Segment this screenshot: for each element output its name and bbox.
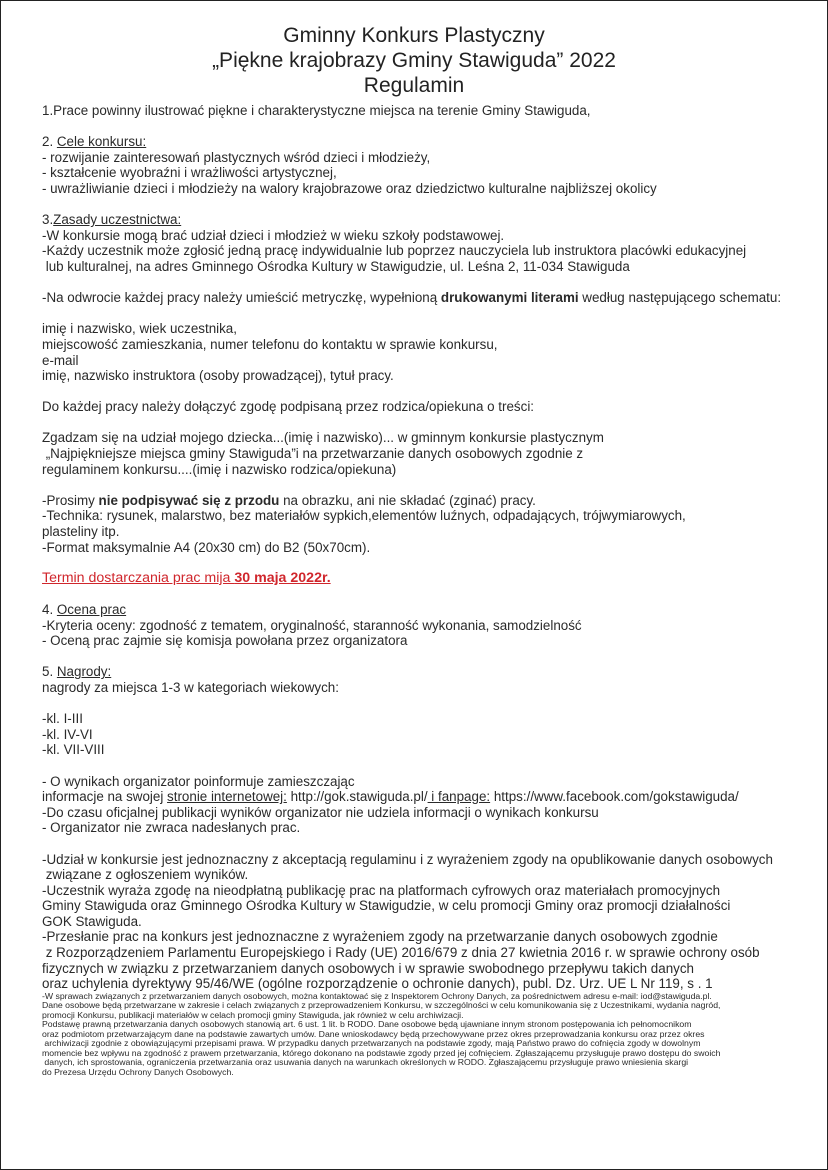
schema-line: miejscowość zamieszkania, numer telefonu do kontaktu w sprawie konkursu, [42, 336, 498, 352]
fine-print-line: danych, ich sprostowania, ograniczenia przetwarzania oraz usuwania danych na warunkach określonych w RODO. Zgłaszającemu przysługuje prawo wniesienia skargi [42, 1057, 689, 1068]
section-number: 5. [42, 664, 57, 680]
section-title: Ocena prac [56, 602, 127, 617]
legal-line: -Udział w konkursie jest jednoznaczny z akceptacją regulaminu i z wyrażeniem zgody na opublikowanie danych osobowych [42, 851, 773, 867]
fine-print-line: momencie bez wpływu na zgodność z prawem przetwarzania, którego dokonano na podstawie zgody przed jej cofnięciem. Zgłaszającemu przysługuje prawo dostępu do swoich [42, 1047, 721, 1058]
legal-line: -Uczestnik wyraża zgodę na nieodpłatną publikację prac na platformach cyfrowych oraz materiałach promocyjnych [42, 882, 721, 898]
metryczka-instruction [42, 290, 818, 306]
age-category: -kl. I-III [42, 711, 83, 727]
legal-line: z Rozporządzeniem Parlamentu Europejskiego i Rady (UE) 2016/679 z dnia 27 kwietnia 2016 r. w sprawie ochrony osób [42, 945, 760, 961]
legal-line: Gminy Stawiguda oraz Gminnego Ośrodka Kultury w Stawigudzie, w celu promocji Gminy oraz promocji działalności [42, 898, 731, 914]
deadline-notice [42, 571, 818, 587]
consent-intro: Do każdej pracy należy dołączyć zgodę podpisaną przez rodzica/opiekuna o treści: [42, 399, 535, 415]
technique-line: plasteliny itp. [42, 524, 120, 540]
section-3-heading [42, 212, 818, 228]
schema-line: imię, nazwisko instruktora (osoby prowadzącej), tytuł pracy. [42, 368, 394, 384]
title-line-3: Regulamin [363, 74, 465, 97]
section-4-heading [42, 602, 818, 618]
request-line [42, 493, 818, 509]
fanpage-url[interactable]: https://www.facebook.com/gokstawiguda/ [490, 789, 739, 805]
fanpage-link-label[interactable]: i fanpage: [427, 789, 491, 805]
fine-print-line: promocji Konkursu, publikacji materiałów w celach promocji gminy Stawiguda, jak również w celu archiwizacji. [42, 1009, 464, 1020]
list-item: -Kryteria oceny: zgodność z tematem, oryginalność, staranność wykonania, samodzielność [42, 617, 582, 633]
section-2-heading [42, 134, 818, 150]
deadline-date: 30 maja 2022r. [234, 569, 331, 586]
schema-line: e-mail [42, 352, 79, 368]
age-category: -kl. IV-VI [42, 726, 93, 742]
legal-line: GOK Stawiguda. [42, 913, 142, 929]
section-title: Cele konkursu: [56, 134, 147, 150]
text-span: na obrazku, ani nie składać (zginać) pracy. [279, 492, 536, 508]
text-span: informacje na swojej [42, 789, 168, 805]
results-line: - O wynikach organizator poinformuje zamieszczając [42, 773, 355, 789]
title-line-1: Gminny Konkurs Plastyczny [283, 24, 545, 47]
document-title [1, 23, 827, 98]
section-title: Nagrody: [56, 664, 112, 680]
list-item: - rozwijanie zainteresowań plastycznych wśród dzieci i młodzieży, [42, 149, 431, 165]
title-line-2: „Piękne krajobrazy Gminy Stawiguda” 2022 [212, 49, 616, 72]
text-span: -Prosimy [42, 492, 99, 508]
consent-line: Zgadzam się na udział mojego dziecka...(imię i nazwisko)... w gminnym konkursie plastycznym [42, 430, 604, 446]
section-5-heading [42, 664, 818, 680]
list-item: lub kulturalnej, na adres Gminnego Ośrodka Kultury w Stawigudzie, ul. Leśna 2, 11-034 Stawiguda [42, 258, 630, 274]
text-span: według następującego schematu: [578, 290, 782, 306]
legal-line: związane z ogłoszeniem wyników. [42, 867, 249, 883]
schema-line: imię i nazwisko, wiek uczestnika, [42, 321, 237, 337]
results-line: - Organizator nie zwraca nadesłanych prac. [42, 820, 301, 836]
list-item: - uwrażliwianie dzieci i młodzieży na walory krajobrazowe oraz dziedzictwo kulturalne najbliższej okolicy [42, 180, 657, 196]
fine-print-line: Dane osobowe będą przetwarzane w zakresie i celach związanych z przeprowadzeniem Konkursu, w szczególności w celu komunikowania się z Uczestnikami, wydania nagród, [42, 1000, 721, 1011]
emphasis-text: drukowanymi literami [440, 290, 579, 306]
website-url[interactable]: http://gok.stawiguda.pl/ [286, 789, 428, 805]
fine-print-line: Podstawę prawną przetwarzania danych osobowych stanowią art. 6 ust. 1 lit. b RODO. Dane osobowe będą ujawniane innym stronom postępowania ich pełnomocnikom [42, 1019, 692, 1030]
legal-line: fizycznych w związku z przetwarzaniem danych osobowych i w sprawie swobodnego przepływu takich danych [42, 960, 694, 976]
age-category: -kl. VII-VIII [42, 742, 105, 758]
results-line: -Do czasu oficjalnej publikacji wyników organizator nie udziela informacji o wynikach konkursu [42, 804, 599, 820]
fine-print-line: archiwizacji zgodnie z obowiązującymi przepisami prawa. W przypadku danych przetwarzanych na podstawie zgody, mają Państwo prawo do cofnięcia zgody w dowolnym [42, 1038, 701, 1049]
consent-line: regulaminem konkursu....(imię i nazwisko rodzica/opiekuna) [42, 461, 397, 477]
list-item: - Oceną prac zajmie się komisja powołana przez organizatora [42, 633, 408, 649]
section-number: 4. [42, 602, 57, 617]
consent-line: „Najpiękniejsze miejsca gminy Stawiguda”i na przetwarzanie danych osobowych zgodnie z [42, 446, 584, 462]
fine-print-line: oraz podmiotom przetwarzającym dane na podstawie zawartych umów. Dane wnioskodawcy będą przechowywane przez okres przeprowadzania konkursu oraz przez okres [42, 1028, 705, 1039]
prizes-intro: nagrody za miejsca 1-3 w kategoriach wiekowych: [42, 679, 339, 695]
fine-print-line: do Prezesa Urzędu Ochrony Danych Osobowych. [42, 1066, 234, 1077]
section-number: 2. [42, 134, 57, 150]
section-number: 3. [42, 212, 54, 228]
website-link-label[interactable]: stronie internetowej: [167, 789, 287, 805]
section-title: Zasady uczestnictwa: [53, 212, 182, 228]
document-body [42, 103, 818, 1077]
text-span: Termin dostarczania prac mija [42, 569, 235, 586]
list-item: -W konkursie mogą brać udział dzieci i młodzież w wieku szkoły podstawowej. [42, 227, 505, 243]
legal-line: -Przesłanie prac na konkurs jest jednoznaczne z wyrażeniem zgody na przetwarzanie danych osobowych zgodnie [42, 929, 718, 945]
format-line: -Format maksymalnie A4 (20x30 cm) do B2 (50x70cm). [42, 539, 371, 555]
results-links-line [42, 789, 818, 805]
technique-line: -Technika: rysunek, malarstwo, bez materiałów sypkich,elementów luźnych, odpadających, trójwymiarowych, [42, 508, 686, 524]
legal-line: oraz uchylenia dyrektywy 95/46/WE (ogólne rozporządzenie o ochronie danych), publ. Dz. Urz. UE L Nr 119, s . 1 [42, 976, 713, 992]
text-span: -Na odwrocie każdej pracy należy umieścić metryczkę, wypełnioną [42, 290, 441, 306]
fine-print-line: -W sprawach związanych z przetwarzaniem danych osobowych, można kontaktować się z Inspektorem Ochrony Danych, za pośrednictwem adresu e-mail: iod@stawiguda.pl. [42, 990, 712, 1001]
emphasis-text: nie podpisywać się z przodu [98, 492, 280, 508]
list-item: -Każdy uczestnik może zgłosić jedną pracę indywidualnie lub poprzez nauczyciela lub instruktora placówki edukacyjnej [42, 243, 747, 259]
section-1-text: 1.Prace powinny ilustrować piękne i charakterystyczne miejsca na terenie Gminy Stawiguda, [42, 103, 591, 118]
list-item: - kształcenie wyobraźni i wrażliwości artystycznej, [42, 165, 337, 181]
